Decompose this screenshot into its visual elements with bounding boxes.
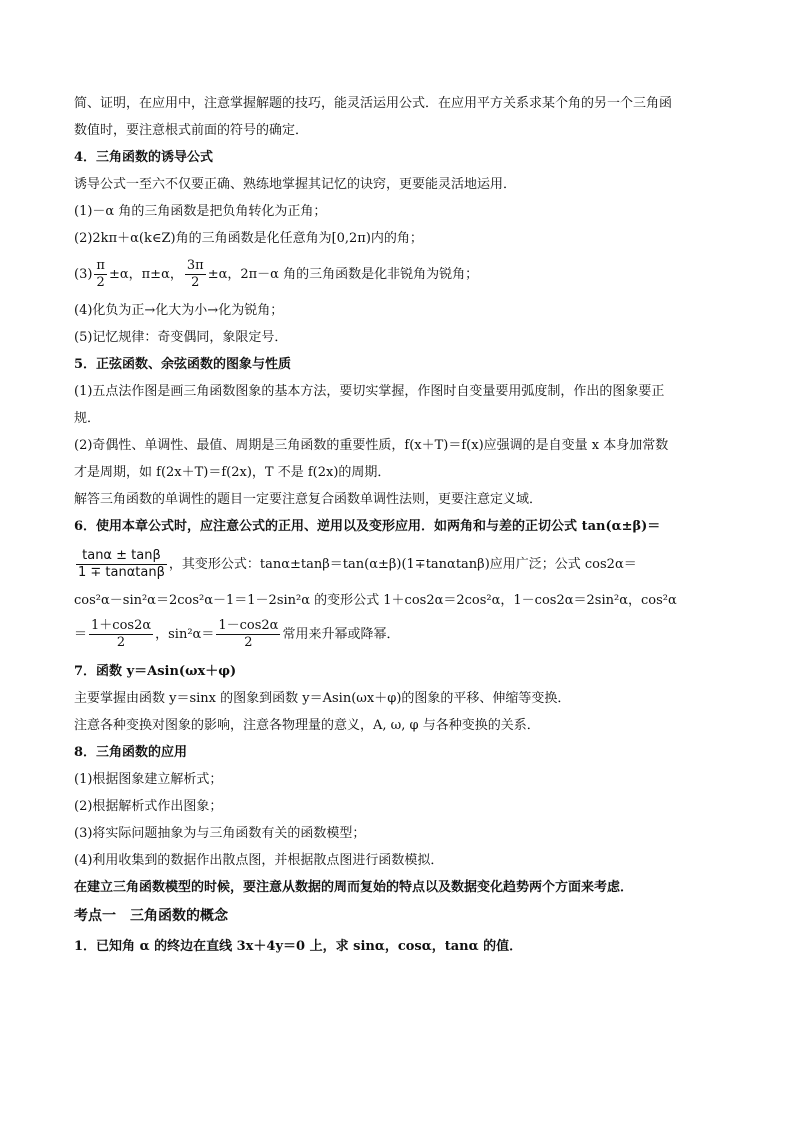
text-fragment: ，sin²α＝: [155, 627, 215, 642]
text-line: 主要掌握由函数 y＝sinx 的图象到函数 y＝Asin(ωx＋φ)的图象的平移、伸缩等变换．: [74, 691, 571, 706]
text-line: (1)根据图象建立解析式；: [74, 772, 223, 787]
text-fragment: ±α，2π－α 角的三角函数是化非锐角为锐角；: [207, 267, 479, 282]
text-line: 简、证明，在应用中，注意掌握解题的技巧，能灵活运用公式．在应用平方关系求某个角的另一个三角函: [74, 96, 673, 111]
text-line: 数值时，要注意根式前面的符号的确定．: [74, 123, 309, 138]
text-fragment: ±α，π±α，: [108, 267, 183, 282]
fraction-denominator: 2: [96, 275, 105, 290]
text-line: (2)奇偶性、单调性、最值、周期是三角函数的重要性质，f(x＋T)＝f(x)应强调的是自变量 x 本身加常数: [74, 438, 669, 453]
text-line: (4)利用收集到的数据作出散点图，并根据散点图进行函数模拟．: [74, 853, 444, 868]
text-line: 才是周期，如 f(2x＋T)＝f(2x)，T 不是 f(2x)的周期．: [74, 465, 391, 480]
fraction-numerator: 1＋cos2α: [91, 618, 152, 633]
section-heading-4: 4．三角函数的诱导公式: [74, 150, 214, 165]
fraction: [94, 258, 107, 291]
fraction: [185, 258, 206, 291]
text-line: (1)五点法作图是画三角函数图象的基本方法，要切实掌握，作图时自变量要用弧度制，作出的图象要正: [74, 384, 665, 399]
text-line: 在建立三角函数模型的时候，要注意从数据的周而复始的特点以及数据变化趋势两个方面来考虑．: [74, 880, 634, 895]
fraction-denominator: 2: [191, 275, 200, 290]
section-heading-6: 6．使用本章公式时，应注意公式的正用、逆用以及变形应用．如两角和与差的正切公式 tan(α±β)＝: [74, 519, 661, 534]
fraction-numerator: 1－cos2α: [218, 618, 279, 633]
text-line: (2)2kπ＋α(k∈Z)角的三角函数是化任意角为[0,2π)内的角；: [74, 231, 423, 246]
fraction-denominator: 2: [116, 635, 126, 650]
text-fragment: ，其变形公式：tanα±tanβ＝tan(α±β)(1∓tanαtanβ)应用广泛；公式 cos2α＝: [168, 557, 637, 572]
fraction-denominator: 2: [244, 635, 253, 650]
topic-heading: 考点一 三角函数的概念: [74, 908, 228, 924]
fraction-numerator: π: [96, 258, 105, 273]
fraction-numerator: 3π: [186, 258, 204, 273]
text-fragment: (3): [74, 267, 93, 282]
text-line: (1)－α 角的三角函数是把负角转化为正角；: [74, 204, 327, 219]
question-1: 1．已知角 α 的终边在直线 3x＋4y＝0 上，求 sinα，cosα，tanα 的值．: [74, 939, 523, 954]
fraction: [76, 548, 167, 581]
formula-line: [74, 258, 754, 291]
text-line: 规．: [74, 411, 101, 426]
text-line: 注意各种变换对图象的影响，注意各物理量的意义，A, ω, φ 与各种变换的关系．: [74, 718, 540, 733]
fraction: [216, 618, 280, 651]
text-line: 诱导公式一至六不仅要正确、熟练地掌握其记忆的诀窍，更要能灵活地运用．: [74, 177, 517, 192]
text-line: (5)记忆规律：奇变偶同，象限定号．: [74, 330, 288, 345]
fraction: [89, 618, 153, 651]
text-line: cos²α－sin²α＝2cos²α－1＝1－2sin²α 的变形公式 1＋cos2α＝2cos²α，1－cos2α＝2sin²α，cos²α: [74, 593, 677, 608]
text-line: (2)根据解析式作出图象；: [74, 799, 223, 814]
section-heading-5: 5．正弦函数、余弦函数的图象与性质: [74, 357, 292, 372]
formula-line: [74, 548, 754, 581]
section-heading-8: 8．三角函数的应用: [74, 745, 188, 760]
text-fragment: ＝: [74, 627, 88, 642]
text-line: (4)化负为正→化大为小→化为锐角；: [74, 303, 284, 318]
section-heading-7: 7．函数 y＝Asin(ωx＋φ): [74, 664, 237, 679]
formula-line: [74, 618, 754, 651]
fraction-numerator: tanα ± tanβ: [76, 548, 167, 565]
text-fragment: 常用来升幂或降幂．: [282, 627, 400, 642]
fraction-denominator: 1 ∓ tanαtanβ: [78, 565, 165, 580]
text-line: 解答三角函数的单调性的题目一定要注意复合函数单调性法则，更要注意定义域．: [74, 492, 543, 507]
text-line: (3)将实际问题抽象为与三角函数有关的函数模型；: [74, 826, 366, 841]
